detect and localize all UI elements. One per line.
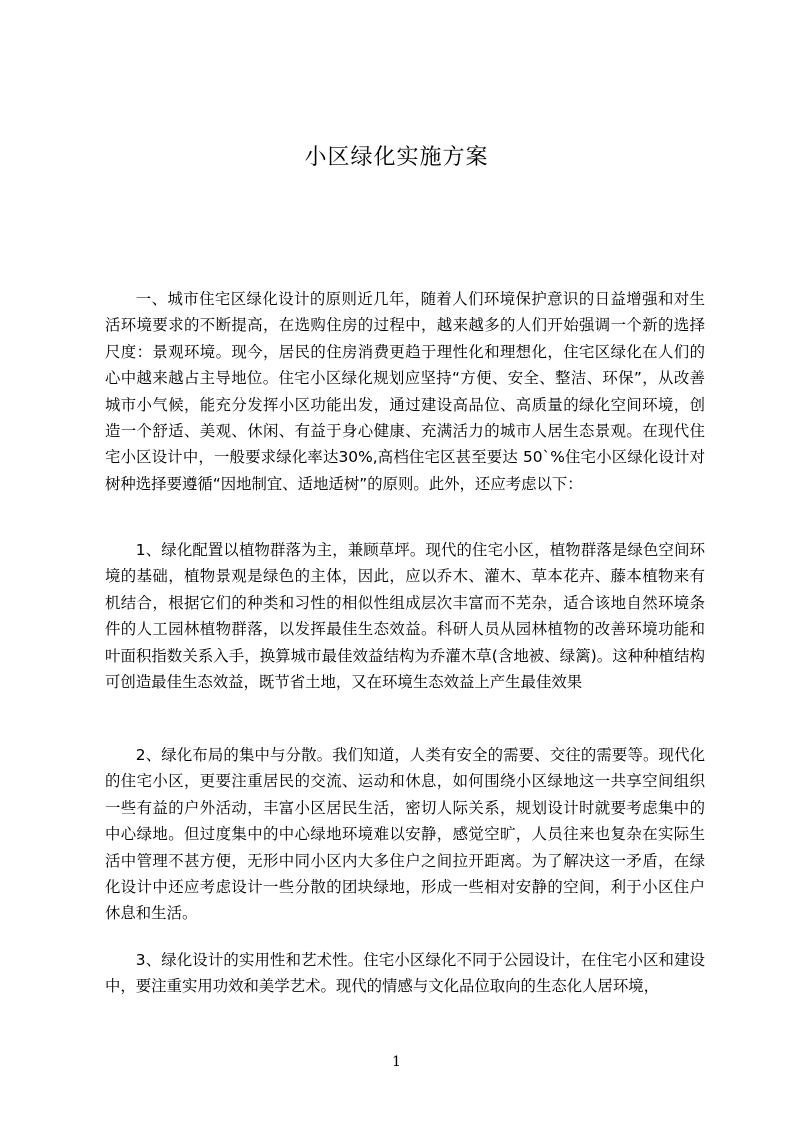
paragraph-practicality-artistry: 3、绿化设计的实用性和艺术性。住宅小区绿化不同于公园设计，在住宅小区和建设中，要注重实用功效和美学艺术。现代的情感与文化品位取向的生态化人居环境，: [105, 951, 705, 996]
page-number: 1: [392, 1054, 401, 1070]
document-title: 小区绿化实施方案: [304, 145, 489, 170]
paragraph-plant-community: 1、绿化配置以植物群落为主，兼顾草坪。现代的住宅小区，植物群落是绿色空间环境的基础，植物景观是绿色的主体，因此，应以乔木、灌木、草本花卉、藤本植物来有机结合，根据它们的种类和习性的相似性组成层次丰富而不芜杂，适合该地自然环境条件的人工园林植物群落，以发挥最佳生态效益。科研人员从园林植物的改善环境功能和叶面积指数关系入手，换算城市最佳效益结构为乔灌木草(含地被、绿篱)。这种种植结构可创造最佳生态效益，既节省土地，又在环境生态效益上产生最佳效果: [105, 541, 705, 692]
paragraph-layout-concentration: 2、绿化布局的集中与分散。我们知道，人类有安全的需要、交往的需要等。现代化的住宅小区，更要注重居民的交流、运动和休息，如何围绕小区绿地这一共享空间组织一些有益的户外活动，丰富小区居民生活，密切人际关系，规划设计时就要考虑集中的中心绿地。但过度集中的中心绿地环境难以安静，感觉空旷，人员往来也复杂在实际生活中管理不甚方便，无形中同小区内大多住户之间拉开距离。为了解决这一矛盾，在绿化设计中还应考虑设计一些分散的团块绿地，形成一些相对安静的空间，利于小区住户休息和生活。: [105, 746, 705, 923]
paragraph-principles: 一、城市住宅区绿化设计的原则近几年，随着人们环境保护意识的日益增强和对生活环境要求的不断提高，在选购住房的过程中，越来越多的人们开始强调一个新的选择尺度：景观环境。现今，居民的住房消费更趋于理性化和理想化，住宅区绿化在人们的心中越来越占主导地位。住宅小区绿化规划应坚持“方便、安全、整洁、环保”，从改善城市小气候，能充分发挥小区功能出发，通过建设高品位、高质量的绿化空间环境，创造一个舒适、美观、休闲、有益于身心健康、充满活力的城市人居生态景观。在现代住宅小区设计中，一般要求绿化率达30%,高档住宅区甚至要达 50`%住宅小区绿化设计对树种选择要遵循“因地制宜、适地适树”的原则。此外，还应考虑以下：: [105, 290, 705, 493]
